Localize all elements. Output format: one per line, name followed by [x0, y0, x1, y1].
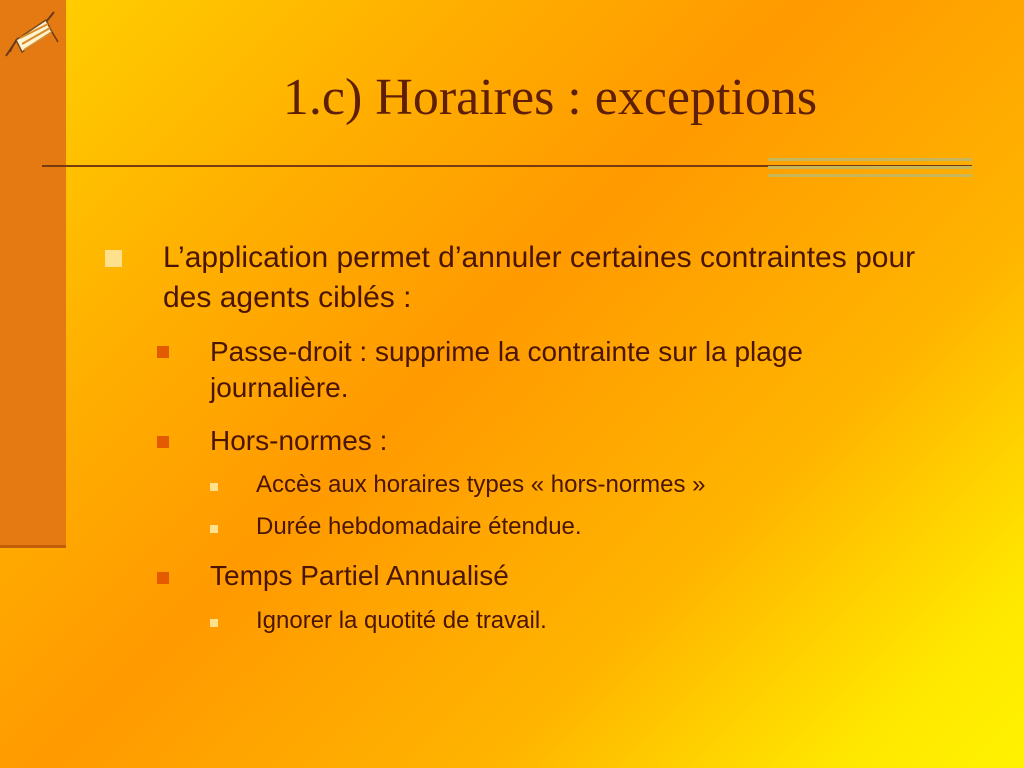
bullet-square-icon: [210, 483, 218, 491]
bullet-item-level2: Temps Partiel Annualisé: [210, 560, 509, 591]
bullet-item-level2: Hors-normes :: [210, 425, 388, 456]
bullet-item-level3: Durée hebdomadaire étendue.: [256, 513, 582, 540]
bullet-item-level3: Accès aux horaires types « hors-normes »: [256, 471, 706, 498]
slide-title: 1.c) Horaires : exceptions: [282, 69, 818, 126]
bullet-item-level3: Ignorer la quotité de travail.: [256, 607, 547, 634]
bullet-square-icon: [210, 525, 218, 533]
bullet-square-icon: [105, 250, 122, 267]
bullet-item-level2: Passe-droit : supprime la contrainte sur la plage journalière.: [210, 336, 803, 403]
bullet-square-icon: [157, 346, 169, 358]
bullet-item-level1: L’application permet d’annuler certaines contraintes pour des agents ciblés :: [163, 241, 916, 314]
bullet-square-icon: [157, 572, 169, 584]
bullet-square-icon: [210, 619, 218, 627]
bullet-square-icon: [157, 436, 169, 448]
